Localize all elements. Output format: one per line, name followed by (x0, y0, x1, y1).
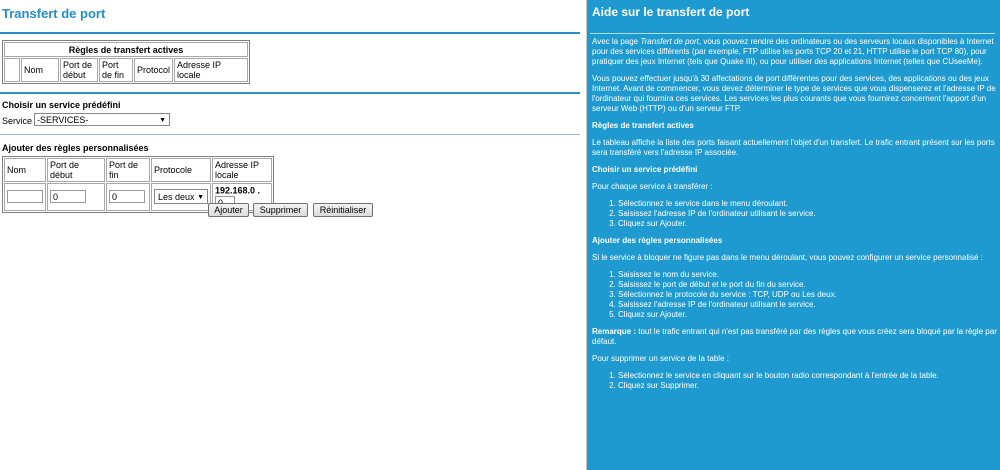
help-intro-text: , vous pouvez rendre des ordinateurs ou des serveurs locaux disponibles à Internet pour des services différents (par exemple, FTP utilise les ports TCP 20 et 21, HTTP utilise le port TCP 80), pour pratiquer des jeux Internet (tels que Quake III), ou pour utiliser des applications Internet (telles que CUseeMe). (592, 37, 994, 66)
custom-rules-heading: Ajouter des règles personnalisées (2, 143, 149, 153)
active-rules-table (2, 40, 250, 84)
column-header-start-port: Port de début (47, 158, 105, 182)
help-heading-active-rules: Règles de transfert actives (592, 121, 694, 130)
help-paragraph: Le tableau affiche la liste des ports faisant actuellement l'objet d'un transfert. Le trafic entrant présent sur les ports sera transféré vers l'adresse IP associée. (592, 138, 995, 157)
list-item: 1. Sélectionnez le service en cliquant sur le bouton radio correspondant à l'entrée de la table. (618, 371, 998, 381)
help-paragraph: Pour supprimer un service de la table : (592, 354, 729, 363)
list-item: 2. Saisissez l'adresse IP de l'ordinateur utilisant le service. (618, 209, 998, 219)
protocol-cell (151, 183, 211, 211)
list-item: 1. Sélectionnez le service dans le menu déroulant. (618, 199, 998, 209)
name-cell (4, 183, 46, 211)
add-button[interactable]: Ajouter (208, 203, 249, 217)
help-intro-text: Avec la page (592, 37, 641, 46)
help-paragraph: Vous pouvez effectuer jusqu'à 30 affectations de port différentes pour des services, des applications ou des jeux Internet. Avant de commencer, vous devez déterminer le type de services que vous dispenserez et l'adresse IP de l'ordinateur qui fournira ces services. Les services les plus courants que vous fournirez concernent l'apport d'un serveur Web (HTTP) ou d'un serveur FTP. (592, 74, 996, 113)
page-title: Transfert de port (2, 6, 106, 21)
protocol-dropdown[interactable] (154, 189, 208, 204)
chevron-down-icon: ▼ (197, 194, 204, 202)
column-header-protocol: Protocole (151, 158, 211, 182)
help-panel (586, 0, 1000, 470)
protocol-dropdown-value: Les deux (158, 192, 195, 203)
column-header-name: Nom (4, 158, 46, 182)
remark-label: Remarque : (592, 327, 637, 336)
help-title: Aide sur le transfert de port (592, 5, 750, 19)
section-divider (0, 134, 580, 135)
service-name-input[interactable] (7, 190, 43, 203)
end-port-cell (106, 183, 150, 211)
help-remark (592, 327, 998, 347)
help-body (592, 37, 998, 398)
list-item: 3. Cliquez sur Ajouter. (618, 219, 998, 229)
service-dropdown-value: -SERVICES- (37, 115, 89, 125)
delete-steps-list (592, 371, 998, 391)
active-rules-caption: Règles de transfert actives (4, 42, 248, 57)
custom-steps-list (592, 270, 998, 320)
help-intro-emphasis: Transfert de port (640, 37, 699, 46)
column-header-select (4, 58, 20, 82)
column-header-name: Nom (21, 58, 59, 82)
list-item: 4. Saisissez l'adresse IP de l'ordinateur utilisant le service. (618, 300, 998, 310)
delete-button[interactable]: Supprimer (253, 203, 308, 217)
service-label: Service (2, 116, 33, 126)
section-divider (0, 92, 580, 94)
help-divider (590, 33, 995, 34)
title-divider (0, 32, 580, 34)
help-intro (592, 37, 998, 67)
end-port-input[interactable]: 0 (109, 190, 145, 203)
remark-text: tout le trafic entrant qui n'est pas transféré par des règles que vous créez sera bloqué par la règle par défaut. (592, 327, 997, 346)
help-paragraph: Pour chaque service à transférer : (592, 182, 713, 191)
reset-button[interactable]: Réinitialiser (313, 203, 373, 217)
list-item: 1. Saisissez le nom du service. (618, 270, 998, 280)
column-header-protocol: Protocol (134, 58, 173, 82)
help-paragraph: Si le service à bloquer ne figure pas dans le menu déroulant, vous pouvez configurer un service personnalisé : (592, 253, 983, 262)
column-header-start-port: Port de début (60, 58, 98, 82)
start-port-input[interactable]: 0 (50, 190, 86, 203)
help-heading-custom: Ajouter des règles personnalisées (592, 236, 723, 245)
column-header-end-port: Port de fin (106, 158, 150, 182)
column-header-local-ip: Adresse IP locale (174, 58, 248, 82)
ip-prefix: 192.168.0 . (215, 185, 261, 196)
column-header-local-ip: Adresse IP locale (212, 158, 272, 182)
start-port-cell (47, 183, 105, 211)
help-heading-predefined: Choisir un service prédéfini (592, 165, 698, 174)
list-item: 2. Saisissez le port de début et le port du fin du service. (618, 280, 998, 290)
column-header-end-port: Port de fin (99, 58, 133, 82)
predefined-service-heading: Choisir un service prédéfini (2, 100, 121, 110)
service-dropdown[interactable] (34, 113, 170, 126)
predefined-steps-list (592, 199, 998, 229)
list-item: 3. Sélectionnez le protocole du service : TCP, UDP ou Les deux. (618, 290, 998, 300)
list-item: 5. Cliquez sur Ajouter. (618, 310, 998, 320)
chevron-down-icon: ▼ (159, 117, 166, 124)
list-item: 2. Cliquez sur Supprimer. (618, 381, 998, 391)
